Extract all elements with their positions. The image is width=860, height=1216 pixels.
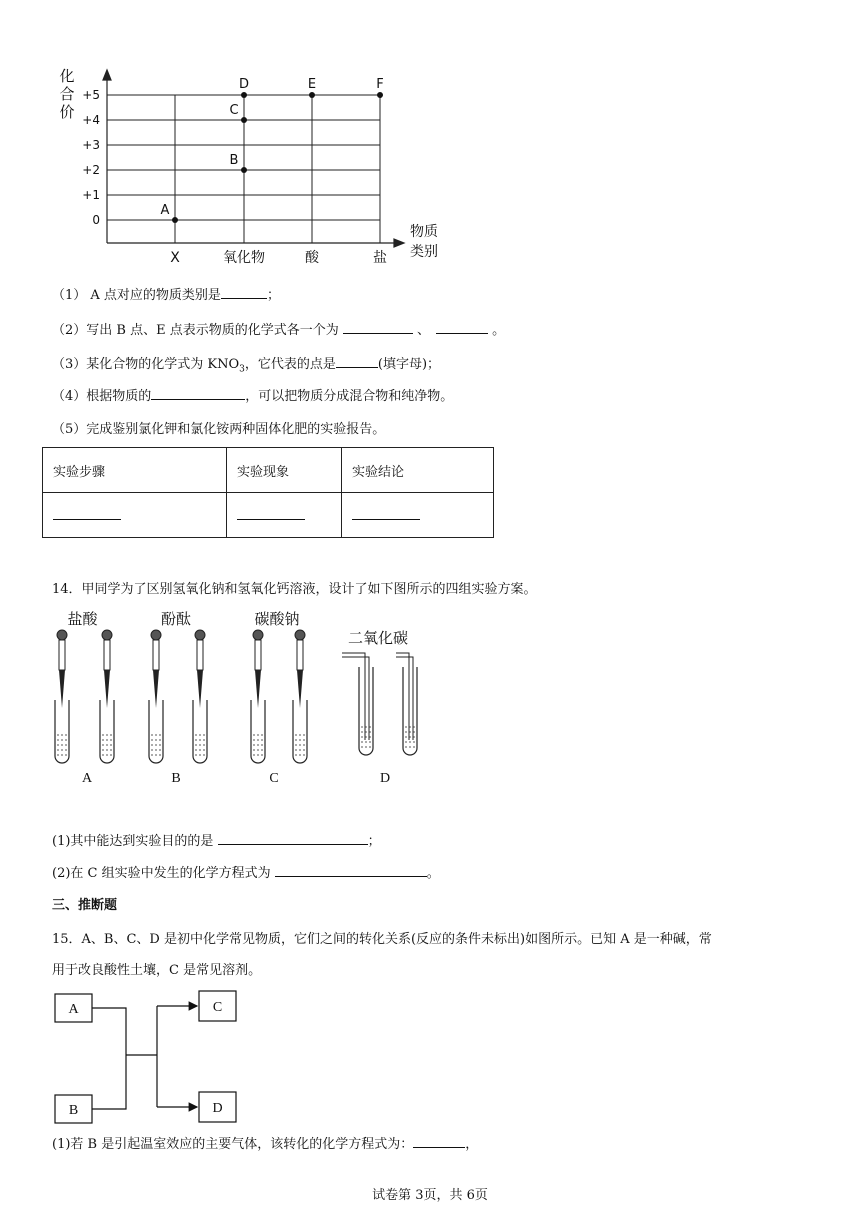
data-point-label: D	[238, 77, 250, 92]
x-axis-label: 物质	[410, 224, 438, 240]
dropper-bulb	[102, 630, 112, 640]
test-tube	[55, 700, 69, 763]
group-label: D	[379, 771, 391, 786]
test-tube	[251, 700, 265, 763]
dropper-bulb	[195, 630, 205, 640]
section-title: 三、推断题	[52, 898, 118, 913]
reagent-label: 酚酞	[160, 610, 192, 628]
table-header-row	[43, 448, 494, 493]
q13-item-1: （1） A 点对应的物质类别是 ；	[52, 288, 280, 303]
gas-tube	[396, 657, 413, 740]
box-label-c: C	[212, 1000, 223, 1015]
experiment-report-table	[42, 447, 494, 538]
table-cell[interactable]	[342, 493, 494, 538]
y-tick-label: +3	[82, 138, 100, 152]
y-axis-label: 化	[59, 67, 75, 85]
table-header: 实验结论	[342, 448, 494, 493]
reagent-label: 盐酸	[67, 610, 98, 628]
q13-item-5: （5）完成鉴别氯化钾和氯化铵两种固体化肥的实验报告。	[52, 422, 386, 437]
dropper-bulb	[57, 630, 67, 640]
dropper-tip	[255, 670, 261, 708]
test-tube	[149, 700, 163, 763]
answer-blank[interactable]	[275, 864, 427, 877]
y-tick-label: +1	[82, 188, 100, 202]
y-tick-label: +2	[82, 163, 100, 177]
dropper-tip	[153, 670, 159, 708]
q14-apparatus-figure	[0, 605, 860, 790]
answer-blank[interactable]	[218, 832, 368, 845]
reagent-label: 碳酸钠	[254, 610, 300, 628]
dropper-barrel	[255, 640, 261, 670]
group-label: B	[171, 771, 181, 786]
q13-item-2: （2）写出 B 点、E 点表示物质的化学式各一个为 、 。	[52, 323, 506, 338]
data-point-label: A	[160, 203, 170, 218]
dropper-bulb	[151, 630, 161, 640]
table-header: 实验步骤	[43, 448, 227, 493]
test-tube	[193, 700, 207, 763]
y-axis-label: 合	[59, 85, 75, 103]
q13-item-3: （3）某化合物的化学式为 $KNO_3$，它代表的点是 (填字母)；	[52, 357, 441, 375]
x-tick-label: 盐	[373, 250, 387, 266]
data-point-e	[309, 92, 315, 98]
q15-conversion-diagram	[0, 985, 860, 1125]
data-point-f	[377, 92, 383, 98]
answer-blank[interactable]	[343, 321, 413, 334]
dropper-bulb	[295, 630, 305, 640]
q14-sub-1: (1)其中能达到实验目的的是 ；	[52, 834, 381, 849]
box-label-b: B	[68, 1103, 79, 1118]
test-tube	[100, 700, 114, 763]
dropper-tip	[197, 670, 203, 708]
data-point-label: F	[376, 77, 384, 92]
answer-blank[interactable]	[413, 1135, 465, 1148]
data-point-label: B	[229, 153, 239, 168]
y-tick-label: +4	[82, 113, 100, 127]
x-tick-label: 氧化物	[223, 250, 265, 266]
test-tube	[293, 700, 307, 763]
dropper-barrel	[104, 640, 110, 670]
dropper-tip	[104, 670, 110, 708]
q14-stem: 14．甲同学为了区别氢氧化钠和氢氧化钙溶液，设计了如下图所示的四组实验方案。	[52, 582, 537, 597]
box-label-a: A	[68, 1002, 79, 1017]
q13-item-4: （4）根据物质的 ，可以把物质分成混合物和纯净物。	[52, 389, 454, 404]
data-point-d	[241, 92, 247, 98]
table-cell[interactable]	[43, 493, 227, 538]
data-point-a	[172, 217, 178, 223]
dropper-tip	[297, 670, 303, 708]
connector-ab	[92, 1008, 126, 1109]
reagent-label: 二氧化碳	[347, 629, 409, 647]
answer-blank[interactable]	[336, 355, 378, 368]
dropper-barrel	[59, 640, 65, 670]
q15-stem-line-1: 15．A、B、C、D 是初中化学常见物质，它们之间的转化关系(反应的条件未标出)如图所示。已知 A 是一种碱，常	[52, 932, 712, 947]
answer-blank[interactable]	[221, 286, 267, 299]
dropper-bulb	[253, 630, 263, 640]
q15-sub-1: (1)若 B 是引起温室效应的主要气体，该转化的化学方程式为： ，	[52, 1137, 479, 1152]
x-tick-label: X	[170, 250, 180, 266]
dropper-barrel	[153, 640, 159, 670]
dropper-tip	[59, 670, 65, 708]
valence-chart	[0, 0, 860, 280]
data-point-label: C	[229, 103, 239, 118]
answer-blank[interactable]	[53, 507, 121, 520]
x-axis-label: 类别	[410, 244, 438, 260]
q15-stem-line-2: 用于改良酸性土壤，C 是常见溶剂。	[52, 963, 262, 978]
group-label: A	[81, 771, 93, 786]
table-header: 实验现象	[227, 448, 342, 493]
data-point-b	[241, 167, 247, 173]
table-cell[interactable]	[227, 493, 342, 538]
table-row	[43, 493, 494, 538]
answer-blank[interactable]	[151, 387, 245, 400]
x-axis-arrow	[394, 239, 404, 247]
answer-blank[interactable]	[237, 507, 305, 520]
answer-blank[interactable]	[352, 507, 420, 520]
x-tick-label: 酸	[305, 250, 319, 266]
y-axis-label: 价	[59, 103, 75, 121]
answer-blank[interactable]	[436, 321, 488, 334]
dropper-barrel	[197, 640, 203, 670]
y-tick-label: +5	[82, 88, 100, 102]
y-axis-arrow	[103, 70, 111, 80]
data-point-c	[241, 117, 247, 123]
box-label-d: D	[212, 1101, 223, 1116]
dropper-barrel	[297, 640, 303, 670]
q14-sub-2: (2)在 C 组实验中发生的化学方程式为 。	[52, 866, 440, 881]
page-footer: 试卷第 3页，共 6页	[372, 1188, 488, 1203]
y-tick-label: 0	[92, 213, 100, 227]
group-label: C	[269, 771, 279, 786]
data-point-label: E	[307, 77, 317, 92]
